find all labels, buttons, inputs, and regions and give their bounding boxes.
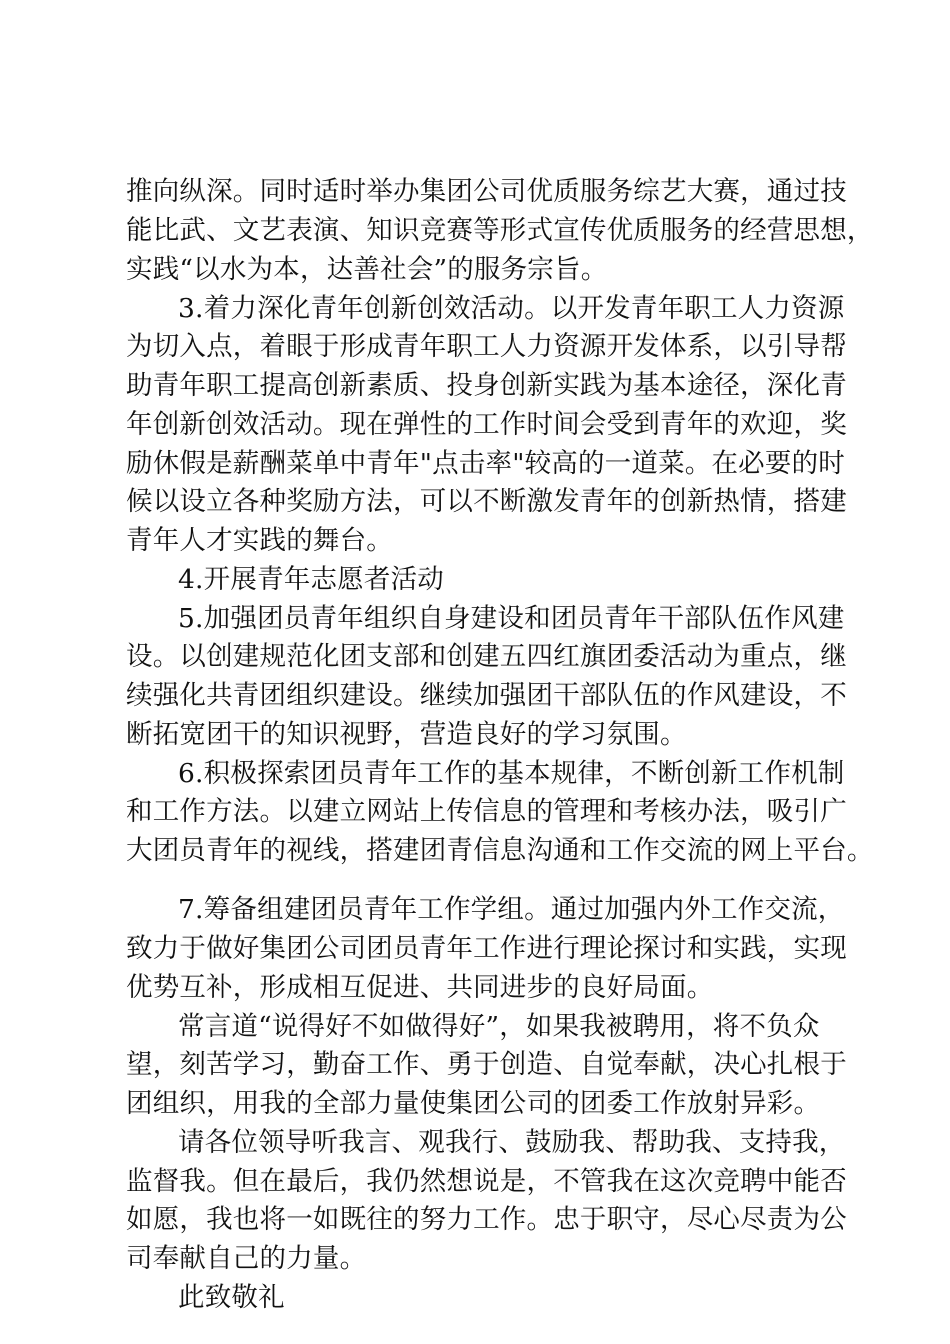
text-line: 助青年职工提高创新素质、投身创新实践为基本途径，深化青 (126, 370, 847, 401)
text-line: 大团员青年的视线，搭建团青信息沟通和工作交流的网上平台。 (126, 835, 874, 866)
text-line: 致力于做好集团公司团员青年工作进行理论探讨和实践，实现 (126, 933, 847, 964)
text-line: 推向纵深。同时适时举办集团公司优质服务综艺大赛，通过技 (126, 176, 847, 207)
text-line: 断拓宽团干的知识视野，营造良好的学习氛围。 (126, 719, 687, 750)
text-line: 能比武、文艺表演、知识竞赛等形式宣传优质服务的经营思想， (126, 215, 874, 246)
text-line: 和工作方法。以建立网站上传信息的管理和考核办法，吸引广 (126, 796, 847, 827)
text-line: 4.开展青年志愿者活动 (178, 564, 444, 595)
text-line: 为切入点，着眼于形成青年职工人力资源开发体系，以引导帮 (126, 331, 847, 362)
text-line: 司奉献自己的力量。 (126, 1243, 367, 1274)
text-line: 监督我。但在最后，我仍然想说是，不管我在这次竞聘中能否 (126, 1166, 847, 1197)
text-line: 3.着力深化青年创新创效活动。以开发青年职工人力资源 (178, 293, 845, 324)
text-line: 如愿，我也将一如既往的努力工作。忠于职守，尽心尽责为公 (126, 1204, 847, 1235)
text-line: 励休假是薪酬菜单中青年"点击率"较高的一道菜。在必要的时 (126, 448, 845, 479)
text-line: 优势互补，形成相互促进、共同进步的良好局面。 (126, 972, 714, 1003)
text-line: 7.筹备组建团员青年工作学组。通过加强内外工作交流， (178, 894, 845, 925)
text-line: 常言道“说得好不如做得好”，如果我被聘用，将不负众 (178, 1011, 820, 1042)
text-line: 请各位领导听我言、观我行、鼓励我、帮助我、支持我， (178, 1127, 846, 1158)
text-line: 望，刻苦学习，勤奋工作、勇于创造、自觉奉献，决心扎根于 (126, 1049, 847, 1080)
text-line: 设。以创建规范化团支部和创建五四红旗团委活动为重点，继 (126, 641, 847, 672)
text-line: 6.积极探索团员青年工作的基本规律，不断创新工作机制 (178, 758, 845, 789)
text-line: 候以设立各种奖励方法，可以不断激发青年的创新热情，搭建 (126, 486, 847, 517)
text-line: 青年人才实践的舞台。 (126, 525, 393, 556)
text-line: 年创新创效活动。现在弹性的工作时间会受到青年的欢迎，奖 (126, 409, 847, 440)
text-line: 此致敬礼 (178, 1282, 285, 1313)
text-line: 实践“以水为本，达善社会”的服务宗旨。 (126, 254, 608, 285)
text-line: 团组织，用我的全部力量使集团公司的团委工作放射异彩。 (126, 1088, 821, 1119)
text-line: 5.加强团员青年组织自身建设和团员青年干部队伍作风建 (178, 603, 845, 634)
text-line: 续强化共青团组织建设。继续加强团干部队伍的作风建设，不 (126, 680, 847, 711)
